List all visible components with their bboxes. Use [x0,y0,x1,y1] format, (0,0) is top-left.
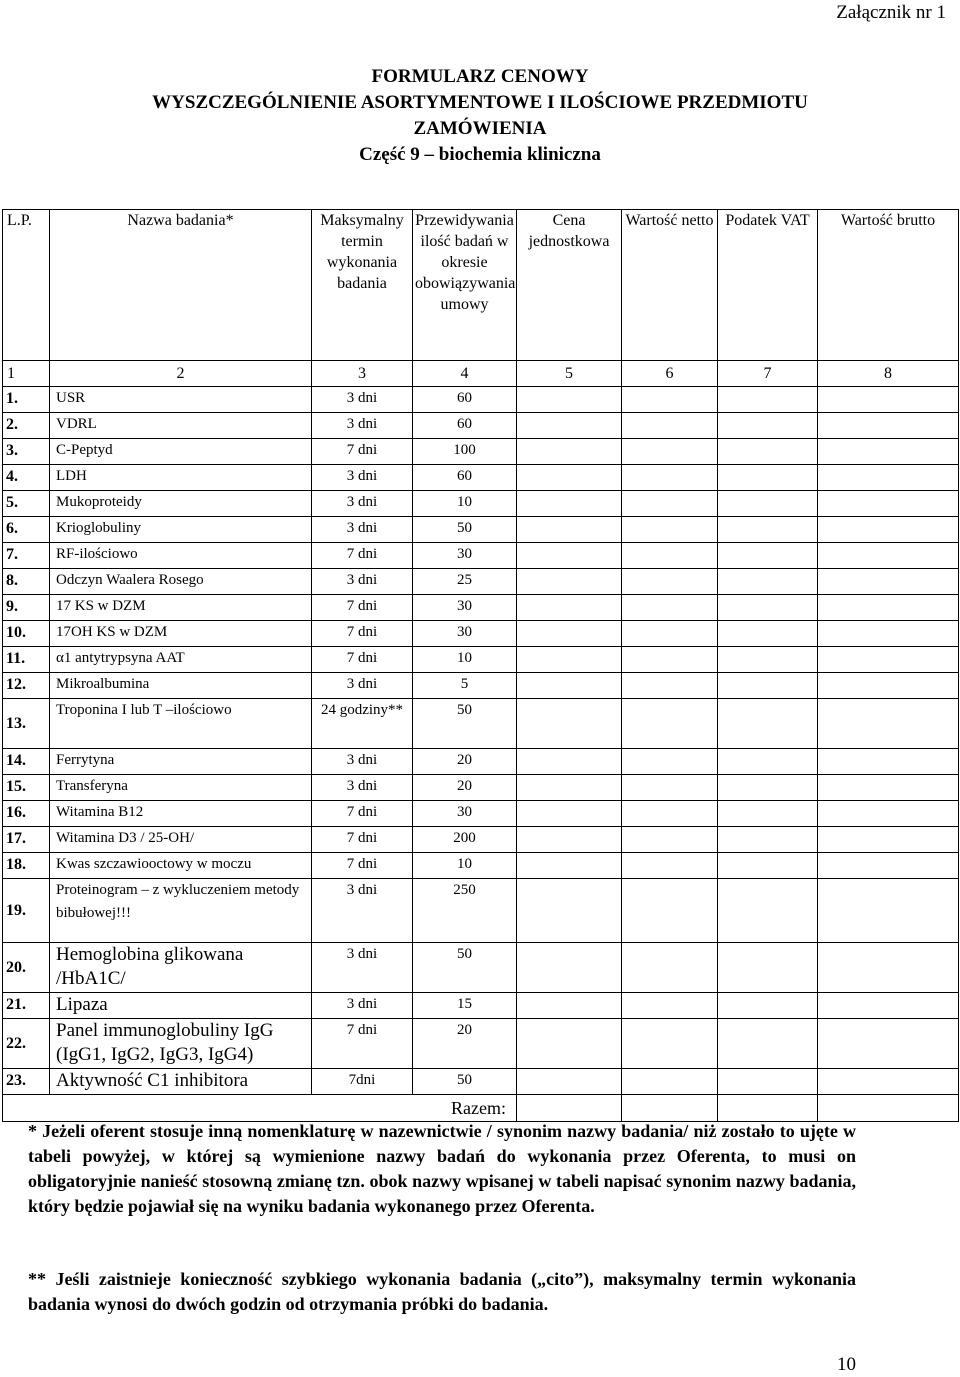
gross-value-cell [818,413,959,439]
row-number: 10. [3,621,50,647]
header-gross-value: Wartość brutto [818,210,959,361]
table-row [3,517,959,543]
quantity: 15 [413,993,517,1019]
quantity: 20 [413,775,517,801]
vat-cell [718,853,818,879]
test-name: LDH [50,465,312,491]
table-row [3,853,959,879]
total-label: Razem: [3,1095,517,1122]
quantity: 20 [413,1019,517,1069]
gross-value-cell [818,943,959,993]
row-number: 23. [3,1069,50,1095]
quantity: 10 [413,491,517,517]
net-value-cell [622,517,718,543]
max-time: 3 dni [312,775,413,801]
gross-value-cell [818,993,959,1019]
net-value-cell [622,699,718,749]
gross-value-cell [818,673,959,699]
table-row [3,673,959,699]
column-number: 3 [312,361,413,387]
row-number: 14. [3,749,50,775]
row-number: 7. [3,543,50,569]
max-time: 3 dni [312,413,413,439]
max-time: 3 dni [312,491,413,517]
unit-price-cell [517,879,622,943]
page-number: 10 [837,1354,856,1375]
row-number: 20. [3,943,50,993]
quantity: 10 [413,647,517,673]
header-row [3,210,959,361]
gross-value-cell [818,491,959,517]
total-row [3,1095,959,1122]
gross-value-cell [818,749,959,775]
gross-value-cell [818,801,959,827]
gross-value-cell [818,775,959,801]
net-value-cell [622,673,718,699]
max-time: 7 dni [312,543,413,569]
quantity: 5 [413,673,517,699]
table-row [3,699,959,749]
gross-value-cell [818,387,959,413]
vat-cell [718,647,818,673]
test-name: 17 KS w DZM [50,595,312,621]
gross-value-cell [818,569,959,595]
max-time: 7 dni [312,621,413,647]
max-time: 7 dni [312,1019,413,1069]
test-name: Kwas szczawiooctowy w moczu [50,853,312,879]
table-row [3,879,959,943]
quantity: 50 [413,517,517,543]
quantity: 50 [413,699,517,749]
table-row [3,621,959,647]
test-name: Transferyna [50,775,312,801]
table-row [3,1069,959,1095]
test-name: Panel immunoglobuliny IgG (IgG1, IgG2, IgG3, IgG4) [50,1019,312,1069]
test-name: Mikroalbumina [50,673,312,699]
row-number: 4. [3,465,50,491]
row-number: 22. [3,1019,50,1069]
column-number: 6 [622,361,718,387]
test-name: Odczyn Waalera Rosego [50,569,312,595]
unit-price-cell [517,801,622,827]
row-number: 21. [3,993,50,1019]
quantity: 250 [413,879,517,943]
unit-price-cell [517,853,622,879]
net-value-cell [622,1069,718,1095]
quantity: 20 [413,749,517,775]
gross-value-cell [818,879,959,943]
unit-price-cell [517,993,622,1019]
test-name: Proteinogram – z wykluczeniem metody bibułowej!!! [50,879,312,943]
column-number: 7 [718,361,818,387]
row-number: 18. [3,853,50,879]
max-time: 3 dni [312,465,413,491]
price-table [2,209,959,1122]
vat-cell [718,413,818,439]
table-row [3,595,959,621]
unit-price-cell [517,1019,622,1069]
vat-cell [718,993,818,1019]
quantity: 200 [413,827,517,853]
max-time: 7 dni [312,853,413,879]
row-number: 19. [3,879,50,943]
table-row [3,569,959,595]
title-line-1: FORMULARZ CENOWY [371,66,589,87]
unit-price-cell [517,827,622,853]
total-value-cell [818,1095,959,1122]
test-name: VDRL [50,413,312,439]
unit-price-cell [517,413,622,439]
test-name: USR [50,387,312,413]
table-row [3,439,959,465]
row-number: 6. [3,517,50,543]
table-row [3,387,959,413]
vat-cell [718,517,818,543]
vat-cell [718,543,818,569]
title-line-4: Część 9 – biochemia kliniczna [359,144,601,165]
gross-value-cell [818,465,959,491]
header-unit-price: Cena jednostkowa [517,210,622,361]
unit-price-cell [517,1069,622,1095]
max-time: 3 dni [312,879,413,943]
row-number: 5. [3,491,50,517]
unit-price-cell [517,699,622,749]
max-time: 3 dni [312,517,413,543]
gross-value-cell [818,439,959,465]
max-time: 3 dni [312,943,413,993]
vat-cell [718,621,818,647]
row-number: 2. [3,413,50,439]
row-number: 11. [3,647,50,673]
test-name: Aktywność C1 inhibitora [50,1069,312,1095]
form-title [0,64,960,168]
max-time: 3 dni [312,993,413,1019]
header-lp: L.P. [3,210,50,361]
table-row [3,775,959,801]
total-value-cell [622,1095,718,1122]
attachment-label: Załącznik nr 1 [836,2,946,23]
total-value-cell [718,1095,818,1122]
quantity: 100 [413,439,517,465]
gross-value-cell [818,1069,959,1095]
vat-cell [718,569,818,595]
quantity: 30 [413,621,517,647]
title-line-3: ZAMÓWIENIA [413,118,547,139]
net-value-cell [622,827,718,853]
title-line-2: WYSZCZEGÓLNIENIE ASORTYMENTOWE I ILOŚCIOWE PRZEDMIOTU [152,92,808,113]
max-time: 7 dni [312,647,413,673]
net-value-cell [622,543,718,569]
vat-cell [718,465,818,491]
max-time: 3 dni [312,387,413,413]
header-net-value: Wartość netto [622,210,718,361]
column-number: 8 [818,361,959,387]
test-name: Ferrytyna [50,749,312,775]
test-name: Witamina B12 [50,801,312,827]
gross-value-cell [818,827,959,853]
table-body [3,210,959,1122]
test-name: Mukoproteidy [50,491,312,517]
quantity: 50 [413,1069,517,1095]
vat-cell [718,943,818,993]
quantity: 30 [413,595,517,621]
net-value-cell [622,853,718,879]
net-value-cell [622,595,718,621]
table-row [3,465,959,491]
vat-cell [718,749,818,775]
vat-cell [718,879,818,943]
vat-cell [718,699,818,749]
gross-value-cell [818,647,959,673]
quantity: 10 [413,853,517,879]
test-name: C-Peptyd [50,439,312,465]
test-name: Witamina D3 / 25-OH/ [50,827,312,853]
gross-value-cell [818,543,959,569]
test-name: Hemoglobina glikowana /HbA1C/ [50,943,312,993]
row-number: 12. [3,673,50,699]
net-value-cell [622,413,718,439]
header-max-time: Maksymalny termin wykonania badania [312,210,413,361]
max-time: 7 dni [312,439,413,465]
row-number: 17. [3,827,50,853]
row-number: 3. [3,439,50,465]
test-name: Krioglobuliny [50,517,312,543]
net-value-cell [622,879,718,943]
gross-value-cell [818,853,959,879]
gross-value-cell [818,621,959,647]
total-value-cell [517,1095,622,1122]
unit-price-cell [517,595,622,621]
vat-cell [718,491,818,517]
column-number-row [3,361,959,387]
net-value-cell [622,491,718,517]
unit-price-cell [517,647,622,673]
table-row [3,749,959,775]
test-name: RF-ilościowo [50,543,312,569]
footnote-cito: ** Jeśli zaistnieje konieczność szybkiego wykonania badania („cito”), maksymalny termin wykonania badania wynosi do dwóch godzin od otrzymania próbki do badania. [28,1269,856,1314]
unit-price-cell [517,465,622,491]
net-value-cell [622,943,718,993]
quantity: 30 [413,801,517,827]
row-number: 8. [3,569,50,595]
table-row [3,543,959,569]
gross-value-cell [818,699,959,749]
unit-price-cell [517,491,622,517]
gross-value-cell [818,1019,959,1069]
net-value-cell [622,569,718,595]
max-time: 7 dni [312,827,413,853]
unit-price-cell [517,439,622,465]
net-value-cell [622,993,718,1019]
row-number: 16. [3,801,50,827]
vat-cell [718,387,818,413]
vat-cell [718,1019,818,1069]
max-time: 7 dni [312,595,413,621]
vat-cell [718,801,818,827]
max-time: 7dni [312,1069,413,1095]
test-name: 17OH KS w DZM [50,621,312,647]
row-number: 1. [3,387,50,413]
max-time: 3 dni [312,569,413,595]
max-time: 24 godziny** [312,699,413,749]
quantity: 60 [413,413,517,439]
vat-cell [718,673,818,699]
table-row [3,647,959,673]
table-row [3,413,959,439]
unit-price-cell [517,749,622,775]
vat-cell [718,1069,818,1095]
table-row [3,801,959,827]
column-number: 5 [517,361,622,387]
net-value-cell [622,749,718,775]
max-time: 3 dni [312,749,413,775]
table-row [3,1019,959,1069]
row-number: 13. [3,699,50,749]
gross-value-cell [818,595,959,621]
column-number: 2 [50,361,312,387]
net-value-cell [622,801,718,827]
gross-value-cell [818,517,959,543]
vat-cell [718,439,818,465]
unit-price-cell [517,673,622,699]
net-value-cell [622,775,718,801]
table-row [3,827,959,853]
quantity: 60 [413,387,517,413]
unit-price-cell [517,569,622,595]
quantity: 50 [413,943,517,993]
row-number: 9. [3,595,50,621]
unit-price-cell [517,543,622,569]
quantity: 25 [413,569,517,595]
vat-cell [718,827,818,853]
header-name: Nazwa badania* [50,210,312,361]
max-time: 3 dni [312,673,413,699]
unit-price-cell [517,775,622,801]
table-row [3,491,959,517]
table-row [3,993,959,1019]
table-row [3,943,959,993]
unit-price-cell [517,387,622,413]
vat-cell [718,595,818,621]
test-name: α1 antytrypsyna AAT [50,647,312,673]
unit-price-cell [517,517,622,543]
quantity: 60 [413,465,517,491]
column-number: 4 [413,361,517,387]
net-value-cell [622,647,718,673]
net-value-cell [622,621,718,647]
max-time: 7 dni [312,801,413,827]
unit-price-cell [517,943,622,993]
header-quantity: Przewidywania ilość badań w okresie obowiązywania umowy [413,210,517,361]
column-number: 1 [3,361,50,387]
unit-price-cell [517,621,622,647]
net-value-cell [622,1019,718,1069]
header-vat: Podatek VAT [718,210,818,361]
test-name: Troponina I lub T –ilościowo [50,699,312,749]
quantity: 30 [413,543,517,569]
footnote-nomenclature: * Jeżeli oferent stosuje inną nomenklaturę w nazewnictwie / synonim nazwy badania/ niż zostało to ujęte w tabeli powyżej, w której są wymienione nazwy badań do wykonania przez Oferenta, to musi on obligatoryjnie nanieść stosowną zmianę tzn. obok nazwy wpisanej w tabeli napisać synonim nazwy badania, który będzie pojawiał się na wyniku badania wykonanego przez Oferenta. [28,1121,856,1216]
test-name: Lipaza [50,993,312,1019]
net-value-cell [622,465,718,491]
net-value-cell [622,439,718,465]
row-number: 15. [3,775,50,801]
net-value-cell [622,387,718,413]
vat-cell [718,775,818,801]
